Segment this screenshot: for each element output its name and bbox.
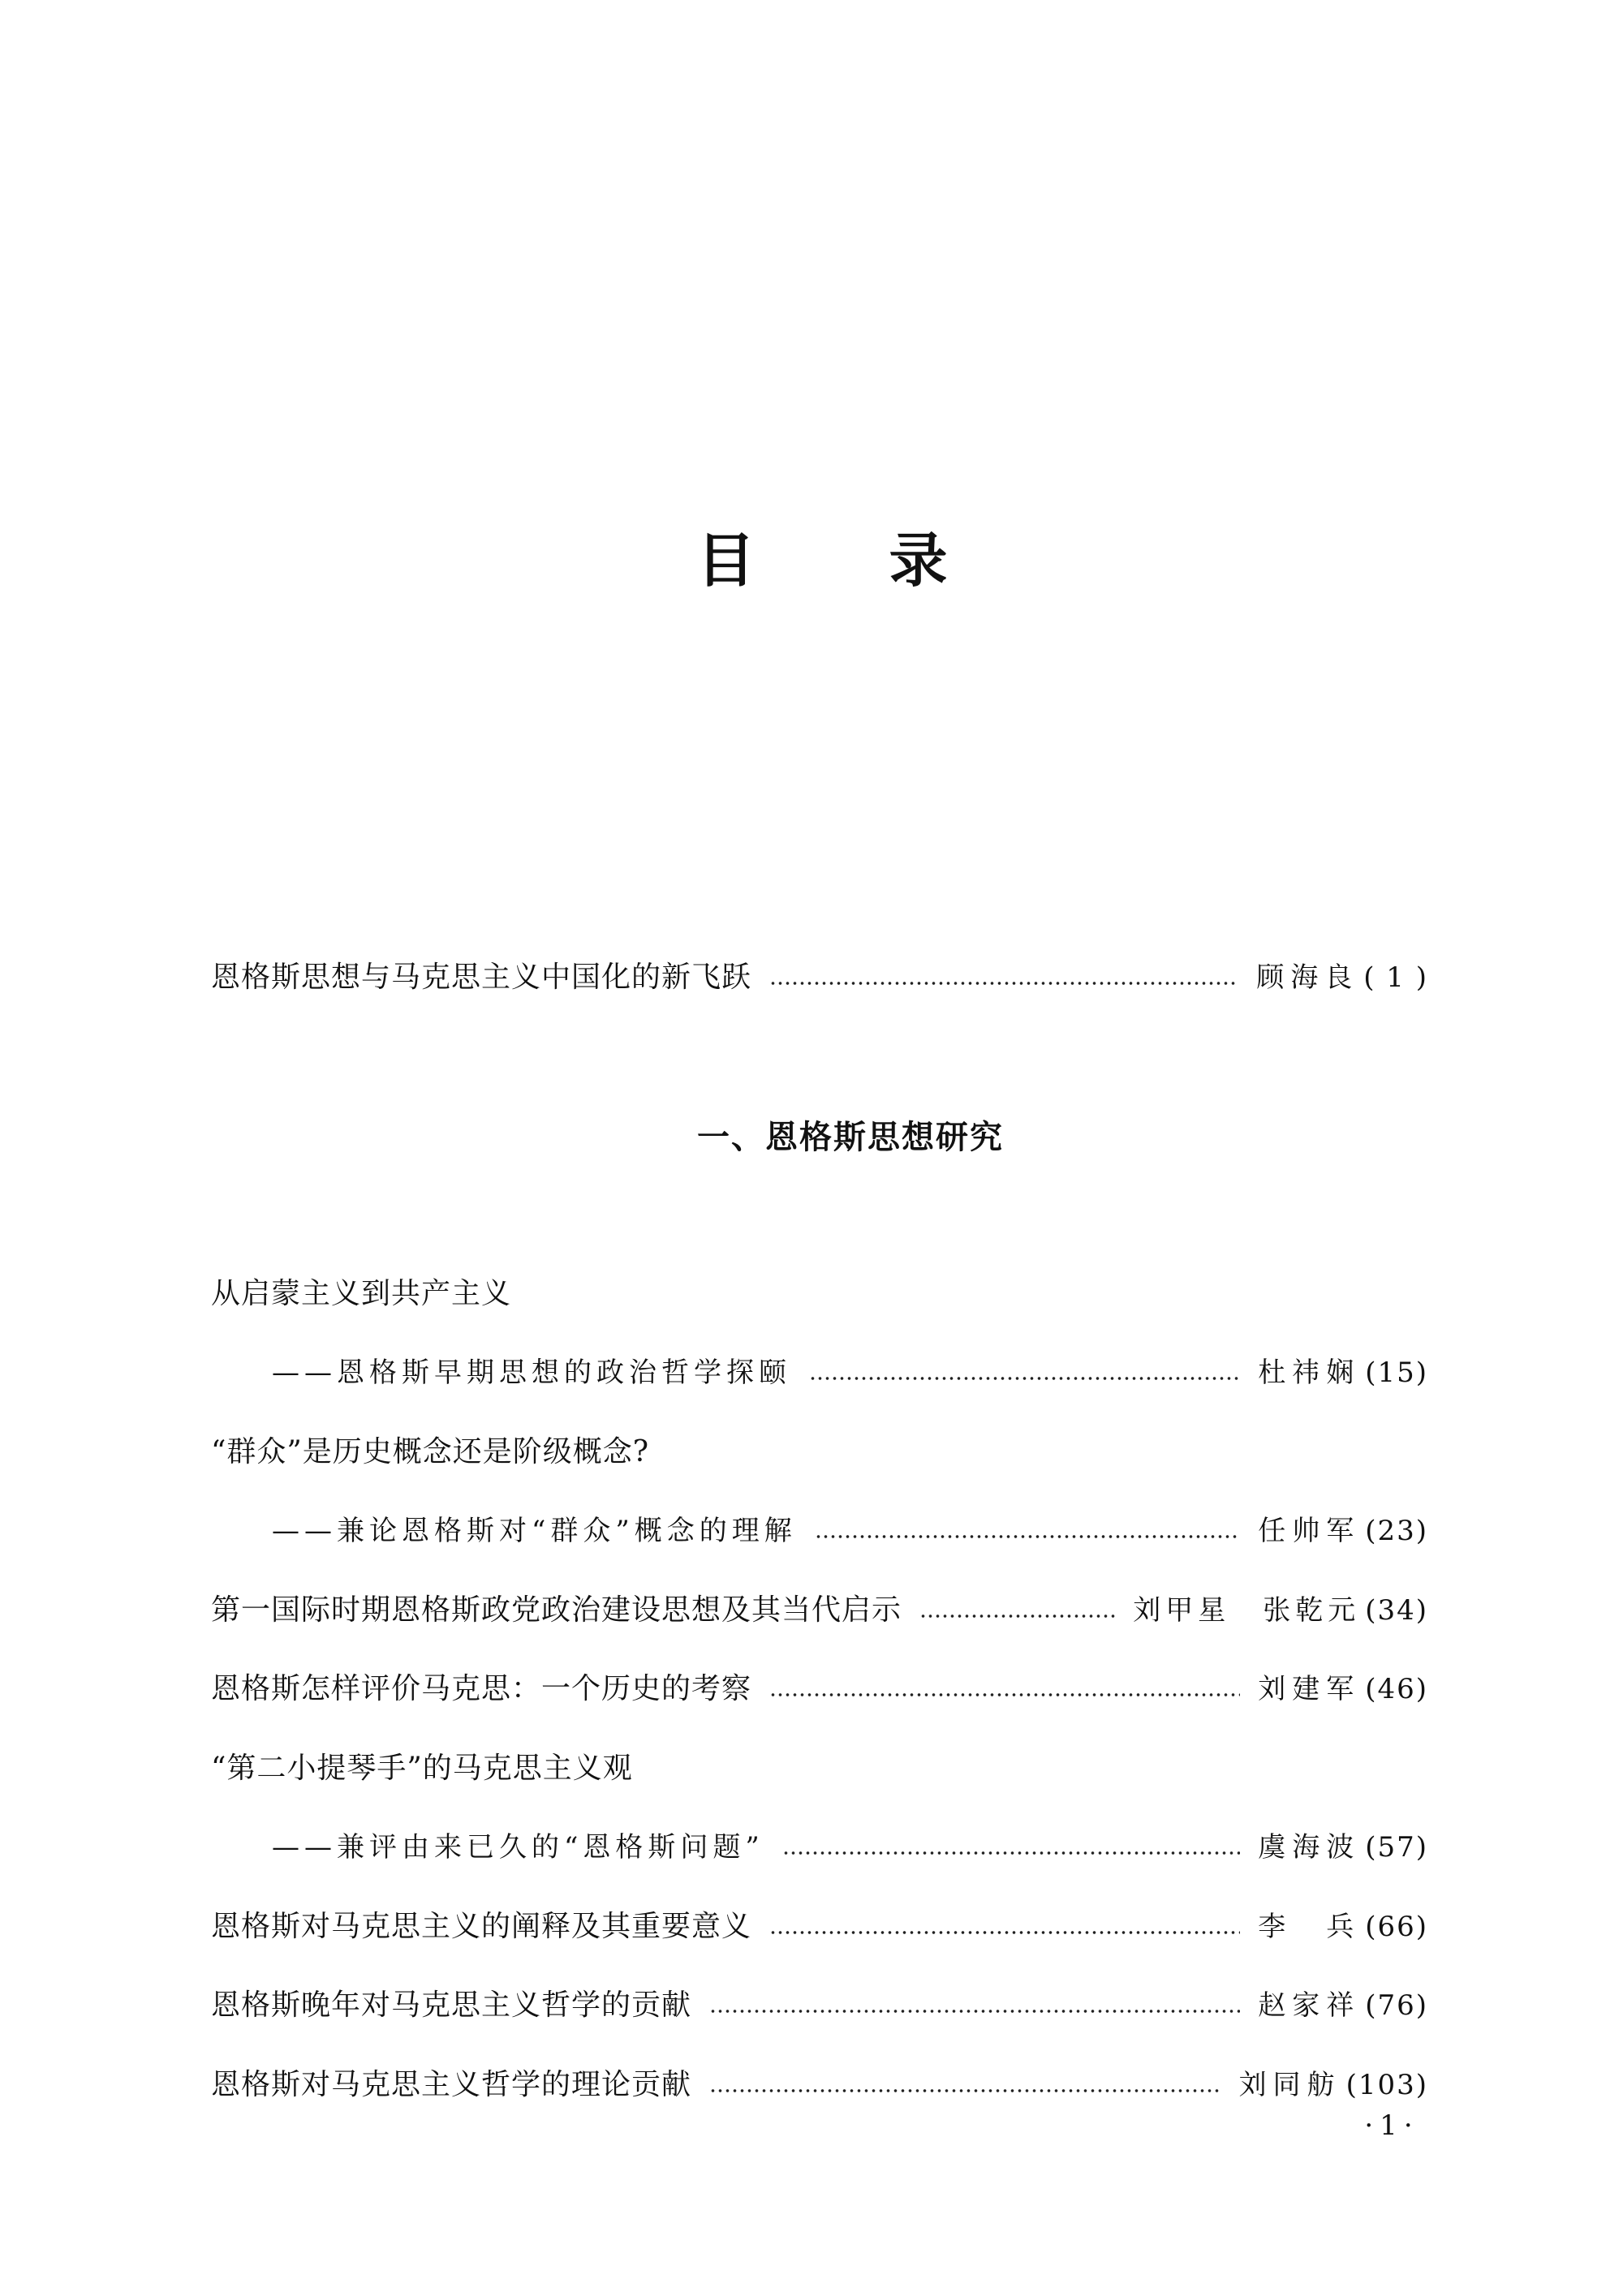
dot-leader (709, 2010, 1240, 2013)
dot-leader (769, 982, 1238, 985)
toc-entry-author: 刘建军 (1258, 1673, 1361, 1705)
toc-entry-title: 恩格斯对马克思主义的阐释及其重要意义 (211, 1910, 752, 1943)
toc-entry[interactable] (211, 1903, 1428, 1951)
toc-entry-subtitle[interactable] (272, 1507, 1428, 1555)
toc-entry-author: 赵家祥 (1258, 1989, 1361, 2022)
toc-entry-author: 刘甲星 张乾元 (1133, 1594, 1361, 1627)
page-number: ·1· (1364, 2109, 1419, 2142)
dot-leader (815, 1535, 1240, 1538)
toc-entry-author: 虞海波 (1258, 1831, 1361, 1864)
toc-entry-author: 顾海良 (1256, 961, 1359, 994)
toc-entry-page: (23) (1365, 1515, 1428, 1547)
toc-entry-title: ——兼评由来已久的“恩格斯问题” (272, 1831, 764, 1864)
toc-entry[interactable] (211, 1981, 1428, 2030)
toc-entry-page: (15) (1365, 1357, 1428, 1389)
dot-leader (769, 1693, 1240, 1696)
toc-entry-title: 恩格斯思想与马克思主义中国化的新飞跃 (211, 961, 752, 994)
toc-entry-title: 从启蒙主义到共产主义 (211, 1277, 512, 1310)
toc-entry-page: (66) (1365, 1911, 1428, 1943)
toc-entry-title: “群众”是历史概念还是阶级概念? (211, 1435, 650, 1468)
section-heading: 一、恩格斯思想研究 (697, 1119, 1004, 1156)
toc-entry[interactable] (211, 1270, 1428, 1318)
toc-entry[interactable] (211, 1665, 1428, 1713)
toc-entry-preface[interactable] (211, 953, 1428, 1002)
toc-entry-title: ——兼论恩格斯对“群众”概念的理解 (272, 1515, 797, 1547)
toc-entry[interactable] (211, 2061, 1428, 2109)
toc-entry-page: (34) (1365, 1594, 1428, 1627)
toc-entry-page: (46) (1365, 1673, 1428, 1705)
dot-leader (709, 2089, 1221, 2092)
toc-entry-author: 刘同舫 (1238, 2069, 1341, 2101)
toc-entry-page: (76) (1365, 1989, 1428, 2022)
toc-entry-title: 恩格斯怎样评价马克思：一个历史的考察 (211, 1672, 752, 1705)
dot-leader (769, 1931, 1240, 1934)
toc-entry-page: ( 1 ) (1363, 961, 1428, 994)
toc-entry[interactable] (211, 1744, 1428, 1793)
toc-entry-title: 恩格斯对马克思主义哲学的理论贡献 (211, 2068, 692, 2101)
dot-leader (919, 1615, 1115, 1618)
toc-entry-title: ——恩格斯早期思想的政治哲学探颐 (272, 1357, 791, 1389)
toc-entry[interactable] (211, 1586, 1428, 1635)
toc-entry[interactable] (211, 1428, 1428, 1477)
dot-leader (782, 1851, 1240, 1855)
toc-entry-title: 第一国际时期恩格斯政党政治建设思想及其当代启示 (211, 1593, 902, 1627)
toc-entry-page: (57) (1365, 1831, 1428, 1864)
page-title: 目 录 (696, 526, 1005, 595)
toc-entry-page: (103) (1345, 2069, 1428, 2101)
dot-leader (809, 1377, 1240, 1380)
toc-entry-title: “第二小提琴手”的马克思主义观 (211, 1752, 633, 1785)
toc-entry-subtitle[interactable] (272, 1823, 1428, 1872)
toc-entry-author: 杜祎娴 (1258, 1357, 1361, 1389)
toc-entry-subtitle[interactable] (272, 1348, 1428, 1397)
toc-entry-author: 任帅军 (1258, 1515, 1361, 1547)
toc-entry-author: 李 兵 (1258, 1911, 1361, 1943)
toc-entry-title: 恩格斯晚年对马克思主义哲学的贡献 (211, 1989, 692, 2022)
